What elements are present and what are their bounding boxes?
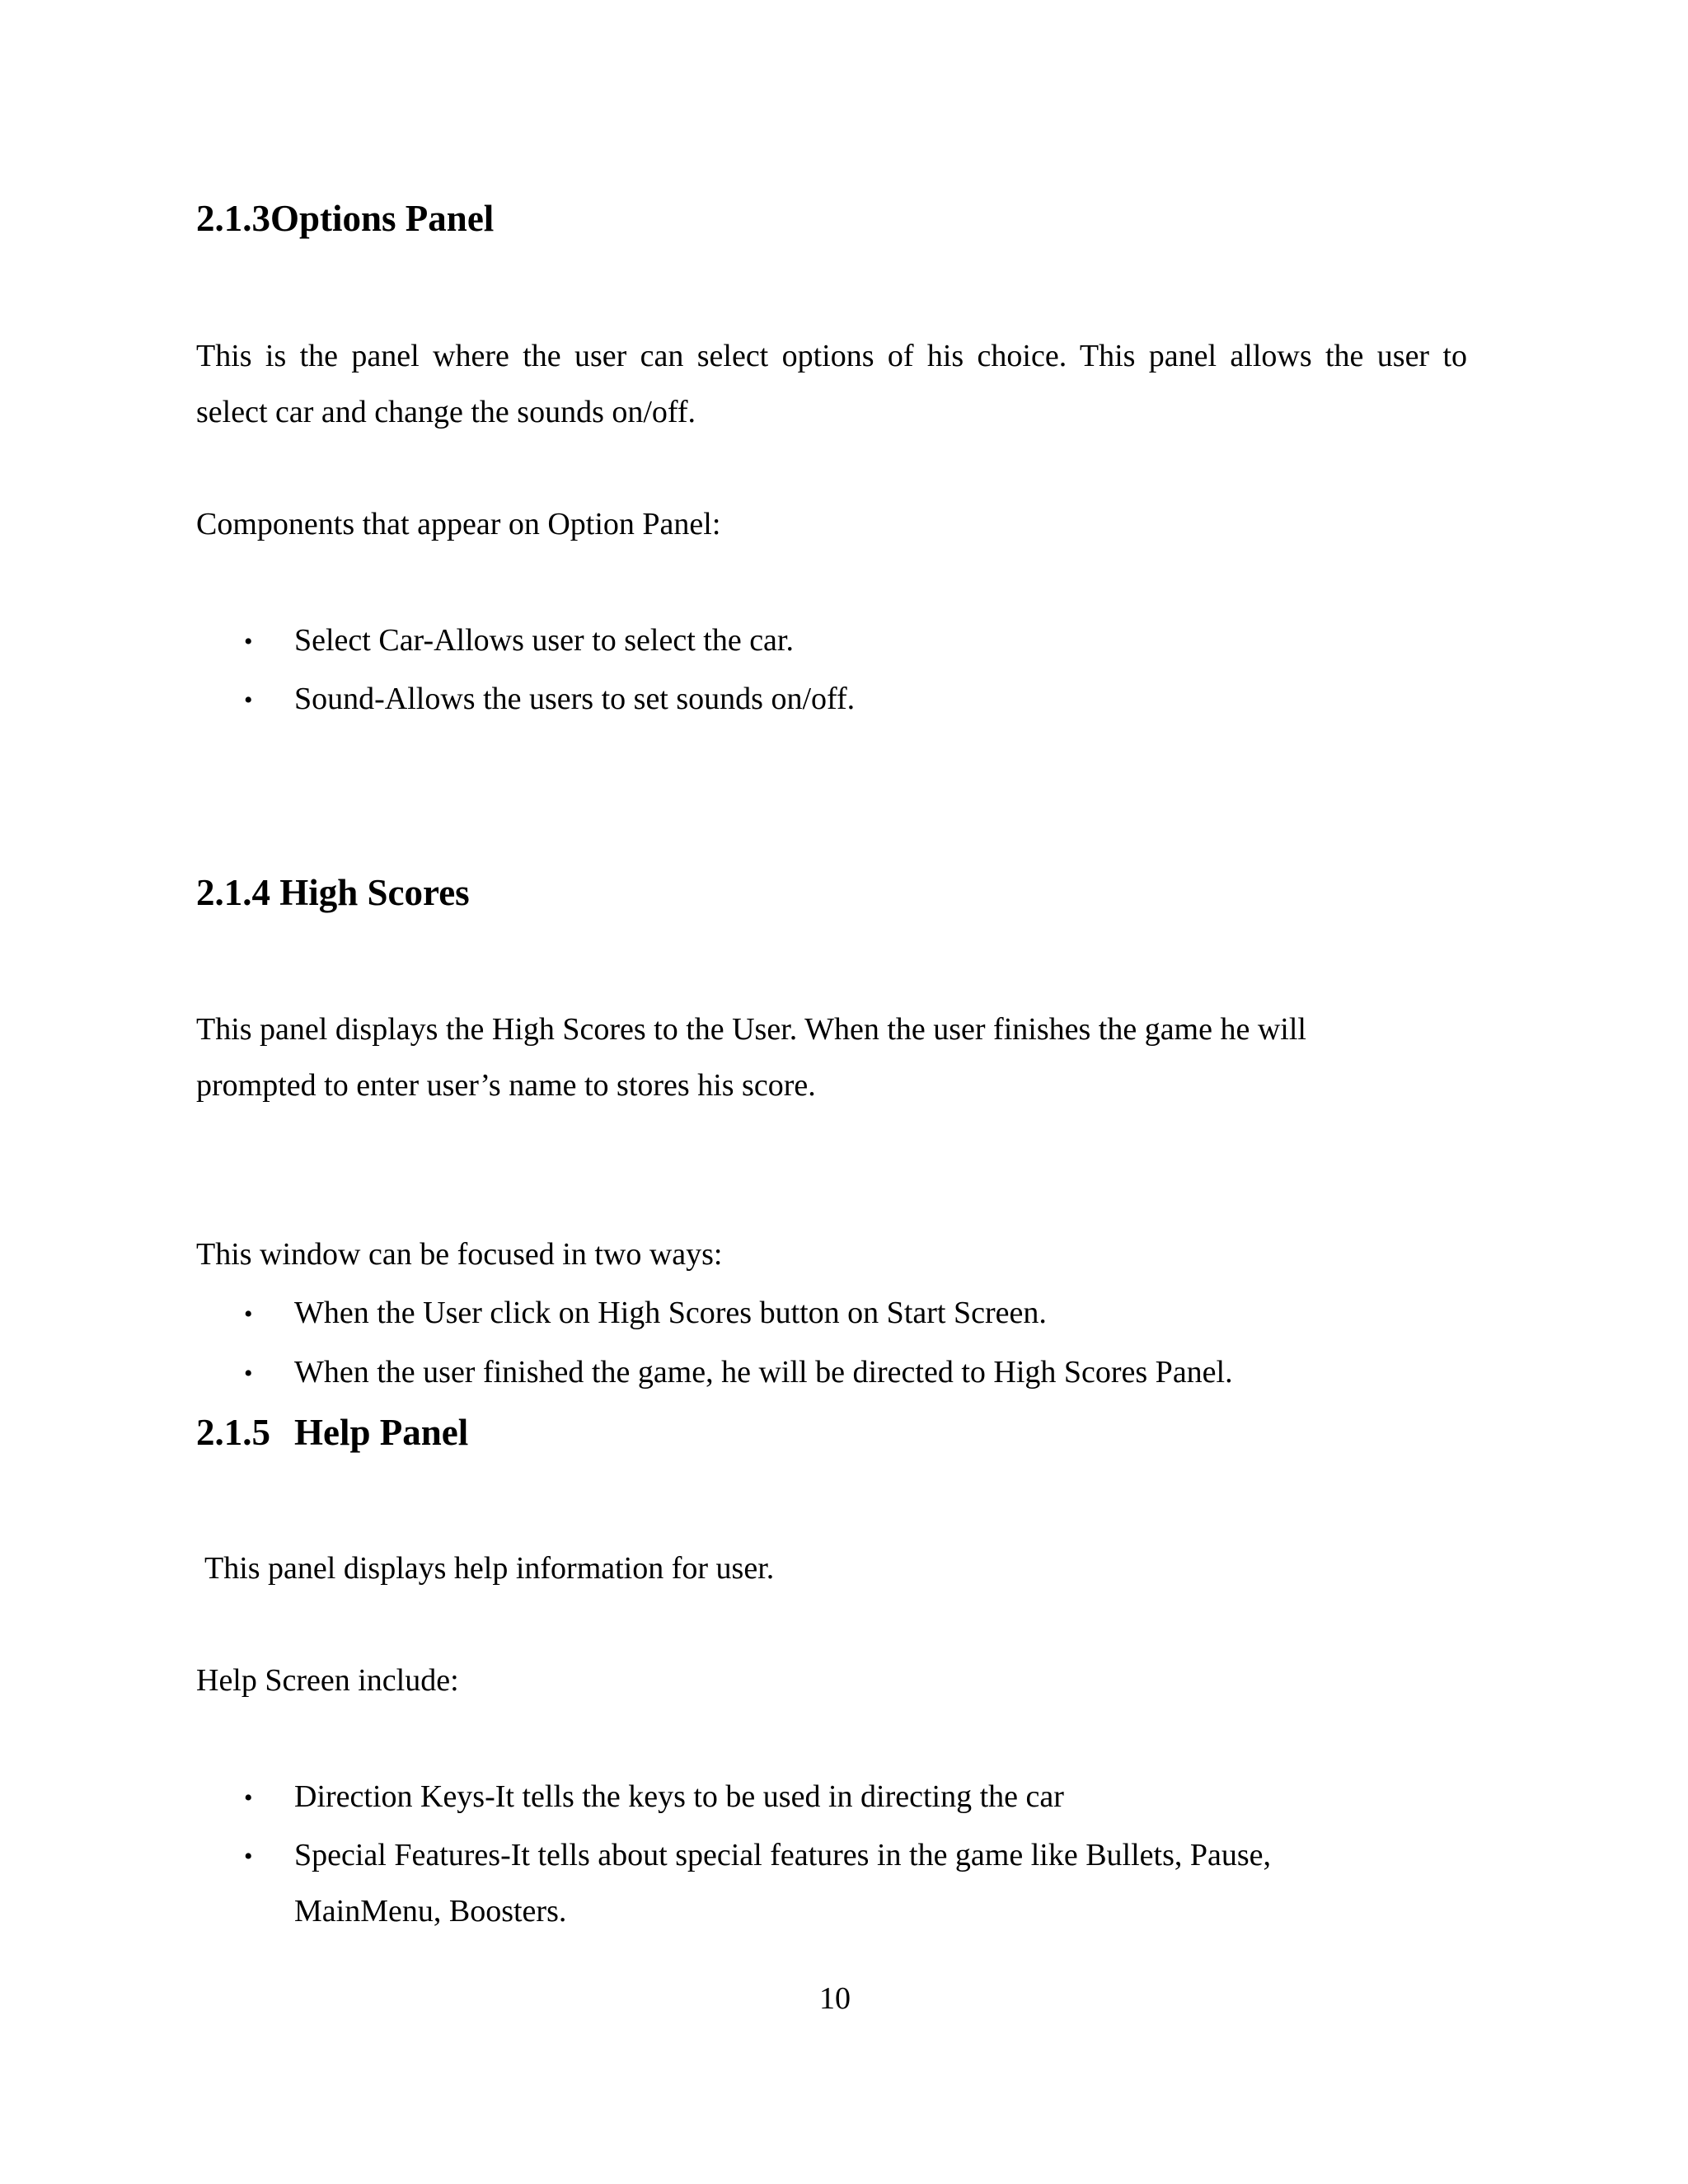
- help-include-label: Help Screen include:: [196, 1663, 459, 1698]
- high-scores-intro-line-2: prompted to enter user’s name to stores his score.: [196, 1068, 816, 1103]
- list-item-special-features-continued: MainMenu, Boosters.: [294, 1894, 567, 1929]
- options-components-label: Components that appear on Option Panel:: [196, 507, 721, 541]
- high-scores-focus-label: This window can be focused in two ways:: [196, 1237, 723, 1272]
- high-scores-intro-line-1: This panel displays the High Scores to the User. When the user finishes the game he will: [196, 1012, 1306, 1047]
- bullet-icon: •: [244, 687, 253, 714]
- bullet-icon: •: [244, 1301, 253, 1328]
- options-intro-line-2: select car and change the sounds on/off.: [196, 395, 696, 429]
- options-intro-line-1: This is the panel where the user can select options of his choice. This panel allows the user to: [196, 339, 1467, 373]
- bullet-icon: •: [244, 628, 253, 655]
- list-item-special-features: Special Features-It tells about special features in the game like Bullets, Pause,: [294, 1838, 1272, 1872]
- help-intro: This panel displays help information for user.: [204, 1551, 775, 1586]
- list-item-game-finished: When the user finished the game, he will be directed to High Scores Panel.: [294, 1355, 1233, 1390]
- page-number: 10: [819, 1981, 851, 2016]
- list-item-direction-keys: Direction Keys-It tells the keys to be used in directing the car: [294, 1779, 1064, 1814]
- bullet-icon: •: [244, 1784, 253, 1811]
- list-item-select-car: Select Car-Allows user to select the car.: [294, 623, 794, 658]
- section-heading-help-panel: Help Panel: [294, 1412, 469, 1453]
- section-heading-high-scores: 2.1.4 High Scores: [196, 872, 470, 913]
- bullet-icon: •: [244, 1360, 253, 1387]
- section-heading-options-panel: 2.1.3Options Panel: [196, 198, 495, 239]
- section-number-help-panel: 2.1.5: [196, 1412, 270, 1453]
- bullet-icon: •: [244, 1843, 253, 1870]
- list-item-sound: Sound-Allows the users to set sounds on/off.: [294, 682, 856, 716]
- list-item-high-scores-button: When the User click on High Scores button on Start Screen.: [294, 1296, 1047, 1330]
